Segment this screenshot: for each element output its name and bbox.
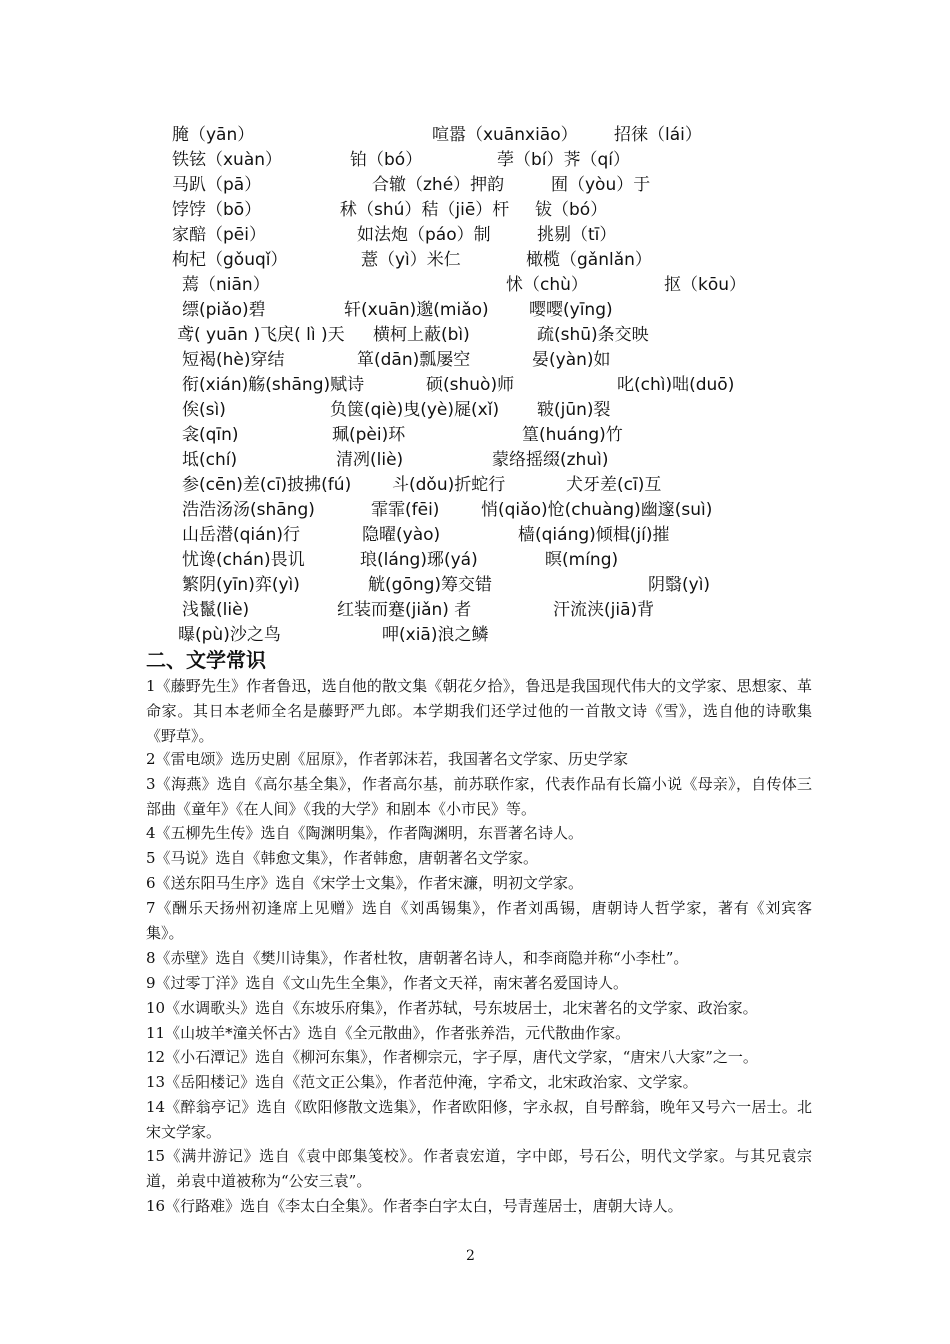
pinyin-item: 汗流浃(jiā)背	[553, 600, 655, 620]
note-paragraph: 13《岳阳楼记》选自《范文正公集》，作者范仲淹，字希文，北宋政治家、文学家。	[146, 1073, 698, 1091]
pinyin-item: 俟(sì)	[182, 400, 226, 420]
pinyin-item: 蔫（niān）	[182, 275, 270, 295]
note-paragraph: 14《醉翁亭记》选自《欧阳修散文选集》，作者欧阳修，字永叔，自号醉翁，晚年又号六一居士。北宋文学家。	[146, 1098, 812, 1141]
pinyin-item: 腌（yān）	[172, 125, 255, 145]
pinyin-item: 犬牙差(cī)互	[566, 475, 662, 495]
pinyin-item: 箪(dān)瓢屡空	[357, 350, 471, 370]
pinyin-item: 轩(xuān)邈(miǎo)	[344, 300, 489, 320]
pinyin-item: 浅鬣(liè)	[182, 600, 250, 620]
pinyin-item: 忧谗(chán)畏讥	[182, 550, 305, 570]
pinyin-item: 坻(chí)	[182, 450, 238, 470]
note-paragraph: 12《小石潭记》选自《柳河东集》，作者柳宗元，字子厚，唐代文学家，“唐宋八大家”之一。	[146, 1048, 758, 1066]
note-paragraph: 8《赤壁》选自《樊川诗集》，作者杜牧，唐朝著名诗人，和李商隐并称“小李杜”。	[146, 949, 689, 967]
pinyin-item: 马趴（pā）	[172, 175, 262, 195]
note-paragraph: 10《水调歌头》选自《东坡乐府集》，作者苏轼，号东坡居士，北宋著名的文学家、政治家。	[146, 999, 758, 1017]
pinyin-item: 珮(pèi)环	[332, 425, 406, 445]
pinyin-item: 疏(shū)条交映	[537, 325, 649, 345]
pinyin-item: 衔(xián)觞(shāng)赋诗	[182, 375, 365, 395]
pinyin-item: 琅(láng)琊(yá)	[360, 550, 478, 570]
pinyin-item: 呷(xiā)浪之鳞	[382, 625, 489, 645]
pinyin-item: 叱(chì)咄(duō)	[617, 375, 735, 395]
note-paragraph: 5《马说》选自《韩愈文集》，作者韩愈，唐朝著名文学家。	[146, 849, 539, 867]
pinyin-item: 霏霏(fēi)	[371, 500, 440, 520]
pinyin-item: 晏(yàn)如	[532, 350, 611, 370]
pinyin-item: 嘤嘤(yīng)	[529, 300, 613, 320]
pinyin-item: 橄榄（gǎnlǎn）	[526, 250, 652, 270]
pinyin-item: 红装而蹇(jiǎn) 者	[337, 600, 472, 620]
pinyin-item: 阴翳(yì)	[648, 575, 711, 595]
note-paragraph: 4《五柳先生传》选自《陶渊明集》，作者陶渊明，东晋著名诗人。	[146, 824, 584, 842]
note-paragraph: 2《雷电颂》选历史剧《屈原》，作者郭沫若，我国著名文学家、历史学家	[146, 750, 629, 768]
pinyin-item: 短褐(hè)穿结	[182, 350, 285, 370]
pinyin-item: 招徕（lái）	[614, 125, 702, 145]
pinyin-item: 觥(gōng)筹交错	[368, 575, 493, 595]
pinyin-item: 皲(jūn)裂	[537, 400, 611, 420]
pinyin-item: 参(cēn)差(cī)披拂(fú)	[182, 475, 352, 495]
pinyin-item: 横柯上蔽(bì)	[373, 325, 470, 345]
pinyin-item: 铂（bó）	[350, 150, 423, 170]
pinyin-item: 隐曜(yào)	[362, 525, 441, 545]
pinyin-item: 秫（shú）秸（jiē）杆	[340, 200, 510, 220]
pinyin-item: 浩浩汤汤(shāng)	[182, 500, 315, 520]
pinyin-item: 硕(shuò)师	[426, 375, 515, 395]
pinyin-item: 铁铉（xuàn）	[172, 150, 283, 170]
pinyin-item: 喧嚣（xuānxiāo）	[432, 125, 578, 145]
pinyin-item: 饽饽（bō）	[172, 200, 262, 220]
pinyin-item: 山岳潜(qián)行	[182, 525, 300, 545]
pinyin-item: 囿（yòu）于	[551, 175, 651, 195]
note-paragraph: 1《藤野先生》作者鲁迅，选自他的散文集《朝花夕拾》，鲁迅是我国现代伟大的文学家、思想家、革命家。其日本老师全名是藤野严九郎。本学期我们还学过他的一首散文诗《雪》，选自他的诗歌集《野草》。	[146, 677, 812, 745]
pinyin-item: 悄(qiǎo)怆(chuàng)幽邃(suì)	[481, 500, 713, 520]
pinyin-item: 鸢( yuān )飞戾( lì )天	[177, 325, 345, 345]
note-paragraph: 11《山坡羊*潼关怀古》选自《全元散曲》，作者张养浩，元代散曲作家。	[146, 1024, 631, 1042]
note-paragraph: 7《酬乐天扬州初逢席上见赠》选自《刘禹锡集》，作者刘禹锡，唐朝诗人哲学家，著有《刘宾客集》。	[146, 899, 812, 942]
pinyin-item: 枸杞（gǒuqǐ）	[172, 250, 288, 270]
pinyin-item: 樯(qiáng)倾楫(jí)摧	[518, 525, 670, 545]
note-paragraph: 9《过零丁洋》选自《文山先生全集》，作者文天祥，南宋著名爱国诗人。	[146, 974, 629, 992]
note-paragraph: 6《送东阳马生序》选自《宋学士文集》，作者宋濂，明初文学家。	[146, 874, 584, 892]
pinyin-item: 合辙（zhé）押韵	[372, 175, 505, 195]
pinyin-item: 清冽(liè)	[336, 450, 404, 470]
pinyin-item: 家醅（pēi）	[172, 225, 266, 245]
section-heading-literature: 二、文学常识	[146, 648, 266, 672]
pinyin-item: 繁阴(yīn)弈(yì)	[182, 575, 300, 595]
pinyin-item: 曝(pù)沙之鸟	[178, 625, 281, 645]
pinyin-item: 衾(qīn)	[182, 425, 239, 445]
pinyin-item: 蒙络摇缀(zhuì)	[492, 450, 609, 470]
note-paragraph: 3《海燕》选自《高尔基全集》，作者高尔基，前苏联作家，代表作品有长篇小说《母亲》，自传体三部曲《童年》《在人间》《我的大学》和剧本《小市民》等。	[146, 775, 812, 818]
pinyin-item: 薏（yì）米仁	[361, 250, 461, 270]
pinyin-item: 怵（chù）	[506, 275, 588, 295]
note-paragraph: 16《行路难》选自《李太白全集》。作者李白字太白，号青莲居士，唐朝大诗人。	[146, 1197, 683, 1215]
pinyin-item: 挑剔（tī）	[537, 225, 617, 245]
page-number: 2	[466, 1248, 475, 1264]
note-paragraph: 15《满井游记》选自《袁中郎集笺校》。作者袁宏道，字中郎，号石公，明代文学家。与其兄袁宗道，弟袁中道被称为“公安三袁”。	[146, 1147, 812, 1190]
pinyin-item: 缥(piǎo)碧	[182, 300, 266, 320]
pinyin-item: 钹（bó）	[535, 200, 608, 220]
pinyin-item: 负箧(qiè)曳(yè)屣(xǐ)	[330, 400, 500, 420]
pinyin-item: 荸（bí）荠（qí）	[497, 150, 631, 170]
pinyin-item: 暝(míng)	[545, 550, 619, 570]
pinyin-item: 篁(huáng)竹	[522, 425, 623, 445]
pinyin-item: 如法炮（páo）制	[357, 225, 491, 245]
pinyin-item: 抠（kōu）	[664, 275, 747, 295]
pinyin-item: 斗(dǒu)折蛇行	[392, 475, 506, 495]
